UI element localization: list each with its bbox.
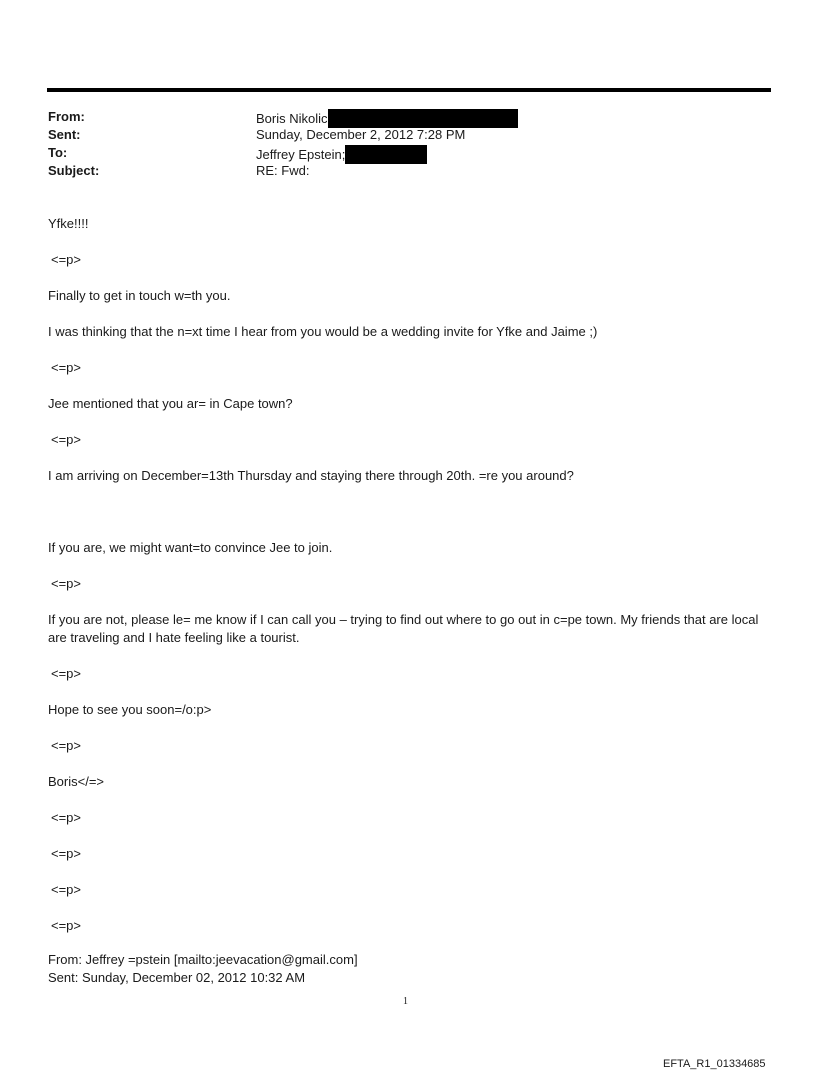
page-number: 1 <box>403 996 408 1007</box>
redaction-box <box>328 109 518 128</box>
body-line: If you are, we might want=to convince Jee to join. <box>48 540 333 555</box>
to-label: To: <box>48 145 68 160</box>
p-marker: <=p> <box>51 360 82 375</box>
subject-value: RE: Fwd: <box>256 163 310 178</box>
header-divider <box>47 88 771 92</box>
body-line: Finally to get in touch w=th you. <box>48 288 231 303</box>
bates-number: EFTA_R1_01334685 <box>663 1058 766 1070</box>
body-paragraph: If you are not, please le= me know if I can call you – trying to find out where to go out in c=pe town. My friends that are local are traveling and I hate feeling like a tourist. <box>48 612 759 645</box>
sent-label: Sent: <box>48 127 81 142</box>
subject-label: Subject: <box>48 163 100 178</box>
greeting: Yfke!!!! <box>48 216 89 231</box>
to-value: Jeffrey Epstein; <box>256 147 346 162</box>
p-marker: <=p> <box>51 846 82 861</box>
forwarded-from-line: From: Jeffrey =pstein [mailto:jeevacation@gmail.com] <box>48 952 358 967</box>
p-marker: <=p> <box>51 432 82 447</box>
from-value-row <box>256 109 518 128</box>
from-value: Boris Nikolic <box>256 111 328 126</box>
body-line: Hope to see you soon=/o:p> <box>48 702 212 717</box>
from-label: From: <box>48 109 85 124</box>
p-marker: <=p> <box>51 252 82 267</box>
body-line: Jee mentioned that you ar= in Cape town? <box>48 396 293 411</box>
forwarded-sent-line: Sent: Sunday, December 02, 2012 10:32 AM <box>48 970 306 985</box>
redaction-box <box>345 145 427 164</box>
body-line: I was thinking that the n=xt time I hear from you would be a wedding invite for Yfke and Jaime ;) <box>48 324 598 339</box>
p-marker: <=p> <box>51 810 82 825</box>
to-value-row <box>256 145 427 164</box>
p-marker: <=p> <box>51 666 82 681</box>
signature: Boris</=> <box>48 774 105 789</box>
p-marker: <=p> <box>51 918 82 933</box>
p-marker: <=p> <box>51 882 82 897</box>
body-line: I am arriving on December=13th Thursday and staying there through 20th. =re you around? <box>48 468 574 483</box>
sent-value: Sunday, December 2, 2012 7:28 PM <box>256 127 466 142</box>
p-marker: <=p> <box>51 738 82 753</box>
p-marker: <=p> <box>51 576 82 591</box>
